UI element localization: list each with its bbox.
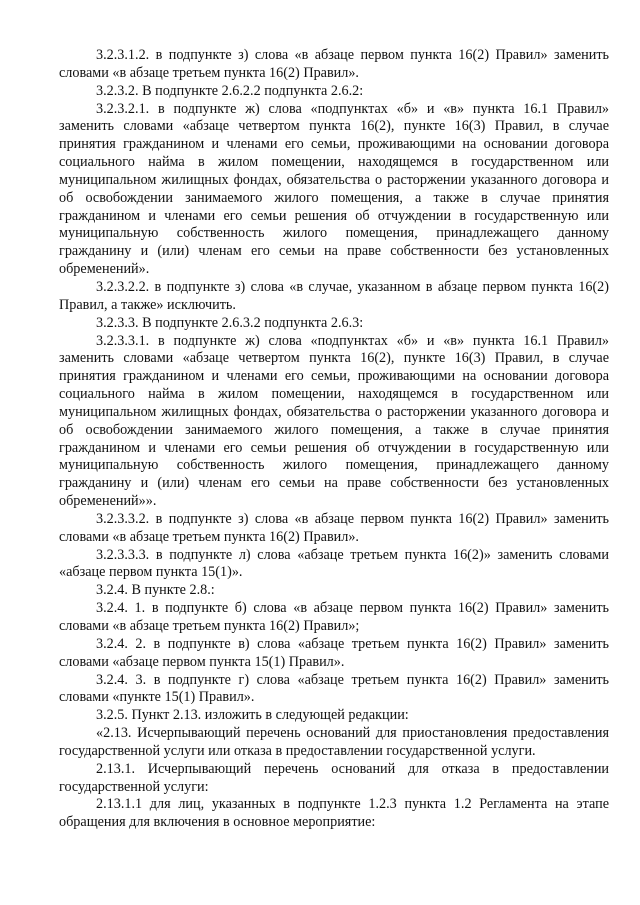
paragraph-2-13-1: 2.13.1. Исчерпывающий перечень оснований для отказа в предоставлении государственной услуги: [59,760,609,795]
paragraph-3-2-4-2: 3.2.4. 2. в подпункте в) слова «абзаце третьем пункта 16(2) Правил» заменить словами «абзаце первом пункта 15(1) Правил». [59,635,609,670]
paragraph-3-2-4-3: 3.2.4. 3. в подпункте г) слова «абзаце третьем пункта 16(2) Правил» заменить словами «пункте 15(1) Правил». [59,671,609,706]
paragraph-3-2-3-3-2: 3.2.3.3.2. в подпункте з) слова «в абзаце первом пункта 16(2) Правил» заменить словами «в абзаце третьем пункта 16(2) Правил». [59,510,609,545]
paragraph-3-2-3-2-1: 3.2.3.2.1. в подпункте ж) слова «подпунктах «б» и «в» пункта 16.1 Правил» заменить словами «абзаце четвертом пункта 16(2), пункте 16(3) Правил, в случае принятия гражданином и членами его семьи, проживающими на основании договора социального найма в жилом помещении, находящемся в государственном или муниципальном жилищных фондах, обязательства о расторжении указанного договора и об освобождении занимаемого жилого помещения, а также в случае принятия гражданином и членами его семьи решения об отчуждении в государственную или муниципальную собственность жилого помещения, принадлежащего данному гражданину и (или) членам его семьи на праве собственности без установленных обременений». [59,100,609,278]
document-page [59,47,609,832]
paragraph-3-2-4: 3.2.4. В пункте 2.8.: [96,582,215,599]
paragraph-3-2-3-3-3: 3.2.3.3.3. в подпункте л) слова «абзаце третьем пункта 16(2)» заменить словами «абзаце первом пункта 15(1)». [59,546,609,581]
paragraph-3-2-3-3: 3.2.3.3. В подпункте 2.6.3.2 подпункта 2.6.3: [96,314,364,331]
paragraph-3-2-3-2-2: 3.2.3.2.2. в подпункте з) слова «в случае, указанном в абзаце первом пункта 16(2) Правил, а также» исключить. [59,278,609,313]
paragraph-3-2-5: 3.2.5. Пункт 2.13. изложить в следующей редакции: [96,707,409,724]
paragraph-2-13-1-1: 2.13.1.1 для лиц, указанных в подпункте 1.2.3 пункта 1.2 Регламента на этапе обращения для включения в основное мероприятие: [59,796,609,831]
paragraph-3-2-4-1: 3.2.4. 1. в подпункте б) слова «в абзаце первом пункта 16(2) Правил» заменить словами «в абзаце третьем пункта 16(2) Правил»; [59,600,609,634]
paragraph-3-2-3-1-2: 3.2.3.1.2. в подпункте з) слова «в абзаце первом пункта 16(2) Правил» заменить словами «в абзаце третьем пункта 16(2) Правил». [59,47,609,81]
paragraph-2-13: «2.13. Исчерпывающий перечень оснований для приостановления предоставления государственной услуги или отказа в предоставлении государственной услуги. [59,725,609,759]
paragraph-3-2-3-2: 3.2.3.2. В подпункте 2.6.2.2 подпункта 2.6.2: [96,82,364,99]
paragraph-3-2-3-3-1: 3.2.3.3.1. в подпункте ж) слова «подпунктах «б» и «в» пункта 16.1 Правил» заменить словами «абзаце четвертом пункта 16(2), пункте 16(3) Правил, в случае принятия гражданином и членами его семьи, проживающими на основании договора социального найма в жилом помещении, находящемся в государственном или муниципальном жилищных фондах, обязательства о расторжении указанного договора и об освобождении занимаемого жилого помещения, а также в случае принятия гражданином и членами его семьи решения об отчуждении в государственную или муниципальную собственность жилого помещения, принадлежащего данному гражданину и (или) членам его семьи на праве собственности без установленных обременений»». [59,332,609,510]
